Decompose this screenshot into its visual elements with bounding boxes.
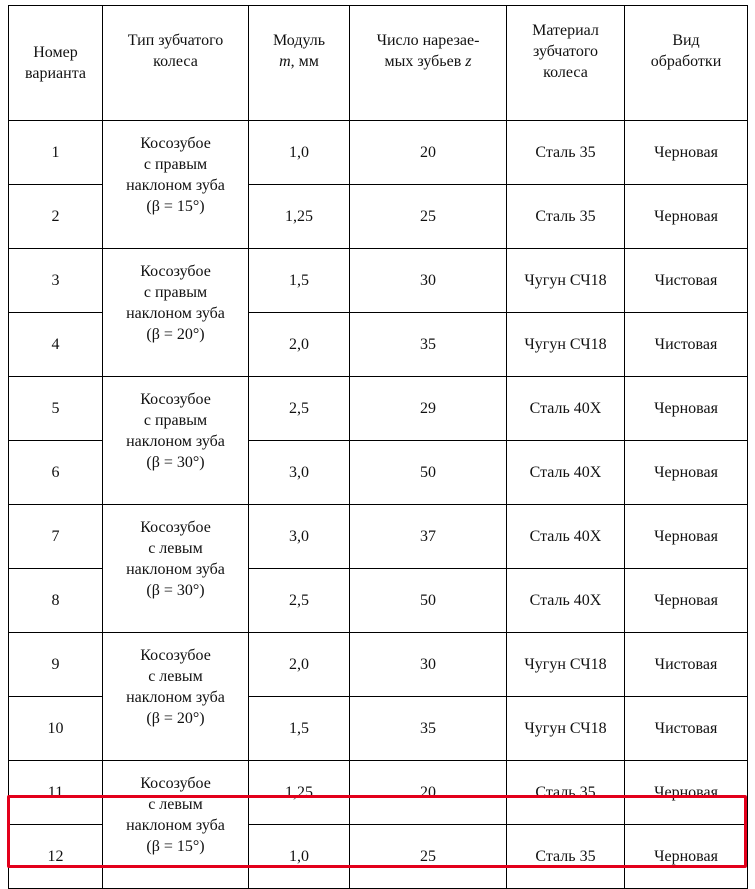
cell-processing: Черновая: [625, 569, 748, 633]
header-module: Модуль m, мм: [249, 6, 350, 121]
cell-teeth: 25: [350, 185, 507, 249]
gear-type-line: Косозубое: [140, 391, 211, 408]
gear-type-line: (β = 15°): [146, 198, 205, 215]
header-gear-type: Тип зубчатого колеса: [103, 6, 249, 121]
cell-material: Сталь 40Х: [507, 505, 625, 569]
header-teeth: Число нарезае- мых зубьев z: [350, 6, 507, 121]
table-row: [9, 249, 748, 313]
cell-material: Чугун СЧ18: [507, 249, 625, 313]
gear-type-line: Косозубое: [140, 647, 211, 664]
cell-module: 1,25: [249, 185, 350, 249]
gear-type-line: с правым: [143, 284, 208, 301]
cell-material: Сталь 35: [507, 121, 625, 185]
cell-variant: 12: [9, 825, 103, 889]
cell-variant: 6: [9, 441, 103, 505]
table-row: [9, 121, 748, 185]
gear-type-line: (β = 30°): [146, 454, 205, 471]
gear-type-line: (β = 20°): [146, 326, 205, 343]
cell-module: 2,5: [249, 377, 350, 441]
gear-type-line: с правым: [143, 412, 208, 429]
header-processing: Вид обработки: [625, 6, 748, 121]
cell-processing: Чистовая: [625, 697, 748, 761]
cell-variant: 11: [9, 761, 103, 825]
gear-type-line: Косозубое: [140, 519, 211, 536]
table-row: [9, 633, 748, 697]
cell-material: Сталь 35: [507, 761, 625, 825]
cell-processing: Черновая: [625, 441, 748, 505]
cell-gear-type: [103, 249, 249, 377]
table-row: [9, 377, 748, 441]
cell-variant: 3: [9, 249, 103, 313]
cell-gear-type: [103, 505, 249, 633]
gear-type-line: наклоном зуба: [126, 817, 225, 834]
cell-teeth: 30: [350, 633, 507, 697]
gear-type-line: наклоном зуба: [126, 177, 225, 194]
cell-teeth: 35: [350, 697, 507, 761]
cell-teeth: 29: [350, 377, 507, 441]
table-row: [9, 505, 748, 569]
cell-material: Сталь 40Х: [507, 569, 625, 633]
cell-module: 1,5: [249, 697, 350, 761]
gear-type-line: с левым: [148, 796, 203, 813]
cell-variant: 8: [9, 569, 103, 633]
cell-material: Сталь 40Х: [507, 441, 625, 505]
cell-processing: Черновая: [625, 825, 748, 889]
cell-variant: 9: [9, 633, 103, 697]
cell-processing: Черновая: [625, 761, 748, 825]
header-material: Материал зубчатого колеса: [507, 6, 625, 121]
cell-processing: Черновая: [625, 121, 748, 185]
cell-material: Чугун СЧ18: [507, 313, 625, 377]
cell-processing: Чистовая: [625, 249, 748, 313]
cell-material: Сталь 40Х: [507, 377, 625, 441]
cell-processing: Черновая: [625, 505, 748, 569]
cell-material: Чугун СЧ18: [507, 633, 625, 697]
cell-processing: Чистовая: [625, 313, 748, 377]
gear-type-line: наклоном зуба: [126, 305, 225, 322]
cell-module: 1,0: [249, 121, 350, 185]
cell-variant: 10: [9, 697, 103, 761]
gear-type-line: наклоном зуба: [126, 433, 225, 450]
gear-type-line: с правым: [143, 156, 208, 173]
gear-type-line: Косозубое: [140, 263, 211, 280]
cell-variant: 5: [9, 377, 103, 441]
cell-material: Сталь 35: [507, 825, 625, 889]
cell-processing: Чистовая: [625, 633, 748, 697]
cell-module: 2,0: [249, 313, 350, 377]
cell-module: 1,5: [249, 249, 350, 313]
cell-variant: 7: [9, 505, 103, 569]
gear-type-line: Косозубое: [140, 135, 211, 152]
cell-teeth: 50: [350, 569, 507, 633]
cell-gear-type: [103, 633, 249, 761]
cell-module: 2,0: [249, 633, 350, 697]
cell-teeth: 50: [350, 441, 507, 505]
gear-type-line: с левым: [148, 540, 203, 557]
cell-module: 3,0: [249, 441, 350, 505]
gear-type-line: Косозубое: [140, 775, 211, 792]
cell-teeth: 20: [350, 121, 507, 185]
cell-gear-type: [103, 377, 249, 505]
cell-teeth: 30: [350, 249, 507, 313]
cell-variant: 2: [9, 185, 103, 249]
gear-type-line: с левым: [148, 668, 203, 685]
cell-material: Сталь 35: [507, 185, 625, 249]
gear-type-line: (β = 30°): [146, 582, 205, 599]
header-row: [9, 6, 748, 121]
cell-variant: 4: [9, 313, 103, 377]
cell-material: Чугун СЧ18: [507, 697, 625, 761]
cell-gear-type: [103, 121, 249, 249]
cell-gear-type: [103, 761, 249, 889]
cell-teeth: 37: [350, 505, 507, 569]
gear-type-line: наклоном зуба: [126, 689, 225, 706]
gear-type-line: наклоном зуба: [126, 561, 225, 578]
cell-processing: Черновая: [625, 377, 748, 441]
cell-variant: 1: [9, 121, 103, 185]
gear-type-line: (β = 20°): [146, 710, 205, 727]
gear-type-line: (β = 15°): [146, 838, 205, 855]
cell-teeth: 25: [350, 825, 507, 889]
table-row: [9, 761, 748, 825]
cell-module: 2,5: [249, 569, 350, 633]
cell-teeth: 20: [350, 761, 507, 825]
header-variant: Номер варианта: [9, 6, 103, 121]
cell-module: 1,25: [249, 761, 350, 825]
cell-module: 1,0: [249, 825, 350, 889]
cell-module: 3,0: [249, 505, 350, 569]
cell-processing: Черновая: [625, 185, 748, 249]
gear-variants-table: [8, 5, 748, 889]
cell-teeth: 35: [350, 313, 507, 377]
